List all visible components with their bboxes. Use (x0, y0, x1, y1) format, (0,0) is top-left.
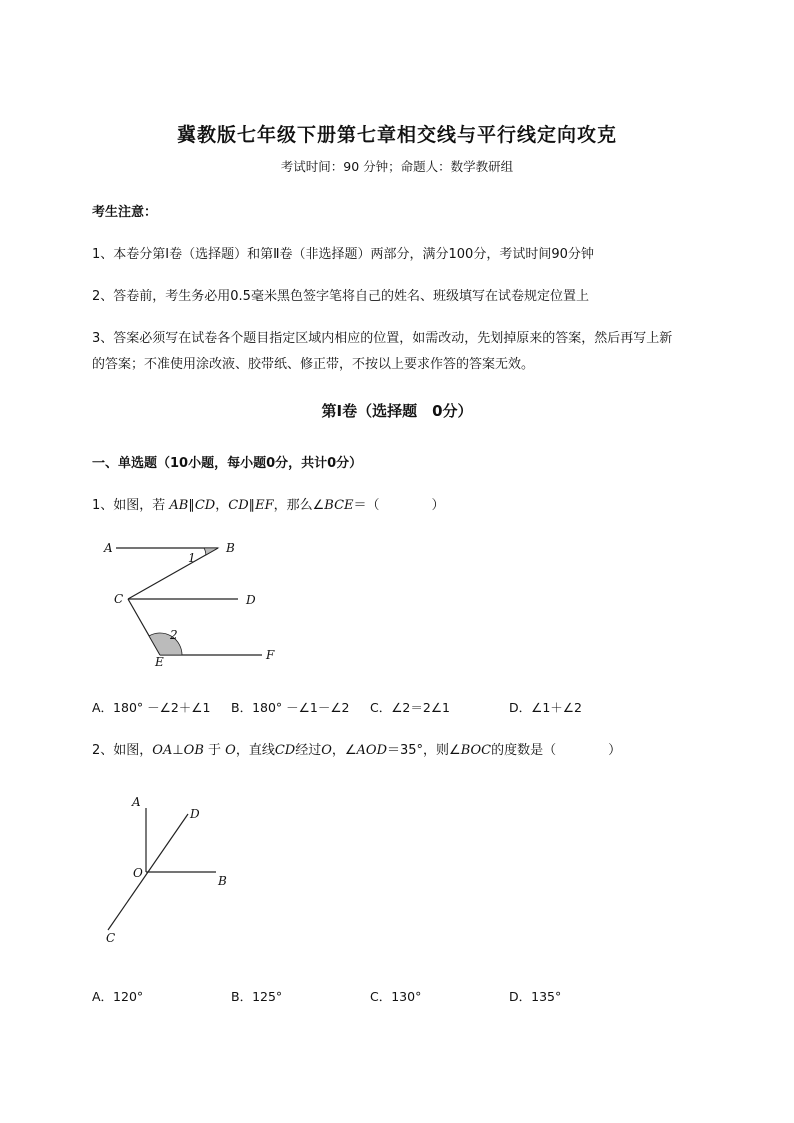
q2-option-a[interactable]: A．120° (92, 989, 144, 1004)
label-d: D (190, 807, 200, 821)
part-heading: 一、单选题（10小题，每小题0分，共计0分） (92, 456, 363, 471)
label-a: A (132, 795, 141, 809)
angle-1-mark (204, 548, 218, 555)
notice-item-3: 3、答案必须写在试卷各个题目指定区域内相应的位置，如需改动，先划掉原来的答案，然后再写上新 (92, 331, 673, 346)
question-1-stem: 1、如图，若 AB∥CD，CD∥EF，那么∠BCE＝（ ） (92, 498, 445, 513)
line-bc (128, 548, 218, 599)
question-2-stem: 2、如图，OA⊥OB 于 O，直线CD经过O，∠AOD＝35°，则∠BOC的度数是（ ） (92, 743, 622, 758)
label-d: D (246, 593, 256, 607)
q2-option-d[interactable]: D．135° (509, 989, 562, 1004)
label-b: B (218, 874, 227, 888)
q2-option-c[interactable]: C．130° (370, 989, 422, 1004)
exam-subtitle: 考试时间：90 分钟；命题人：数学教研组 (280, 159, 514, 174)
label-angle-2: 2 (170, 628, 178, 642)
notice-item-3-cont: 的答案；不准使用涂改液、胶带纸、修正带，不按以上要求作答的答案无效。 (92, 357, 535, 372)
notice-item-1: 1、本卷分第Ⅰ卷（选择题）和第Ⅱ卷（非选择题）两部分，满分100分，考试时间90分钟 (92, 247, 594, 262)
q2-option-b[interactable]: B．125° (231, 989, 283, 1004)
section-title: 第Ⅰ卷（选择题 0分） (321, 402, 473, 420)
question-1-figure (100, 535, 290, 670)
question-2-figure (100, 790, 240, 950)
label-e: E (155, 655, 164, 669)
label-c: C (106, 931, 116, 945)
q1-option-d[interactable]: D．∠1＋∠2 (509, 700, 582, 715)
label-c: C (114, 592, 124, 606)
label-angle-1: 1 (188, 551, 196, 565)
label-b: B (226, 541, 235, 555)
label-o: O (133, 866, 143, 880)
notice-item-2: 2、答卷前，考生务必用0.5毫米黑色签字笔将自己的姓名、班级填写在试卷规定位置上 (92, 289, 589, 304)
q1-option-c[interactable]: C．∠2＝2∠1 (370, 700, 450, 715)
notice-heading: 考生注意： (92, 205, 158, 220)
exam-title: 冀教版七年级下册第七章相交线与平行线定向攻克 (176, 124, 617, 146)
q1-option-b[interactable]: B．180° －∠1－∠2 (231, 700, 350, 715)
label-a: A (104, 541, 113, 555)
q1-option-a[interactable]: A．180° －∠2＋∠1 (92, 700, 211, 715)
label-f: F (266, 648, 275, 662)
